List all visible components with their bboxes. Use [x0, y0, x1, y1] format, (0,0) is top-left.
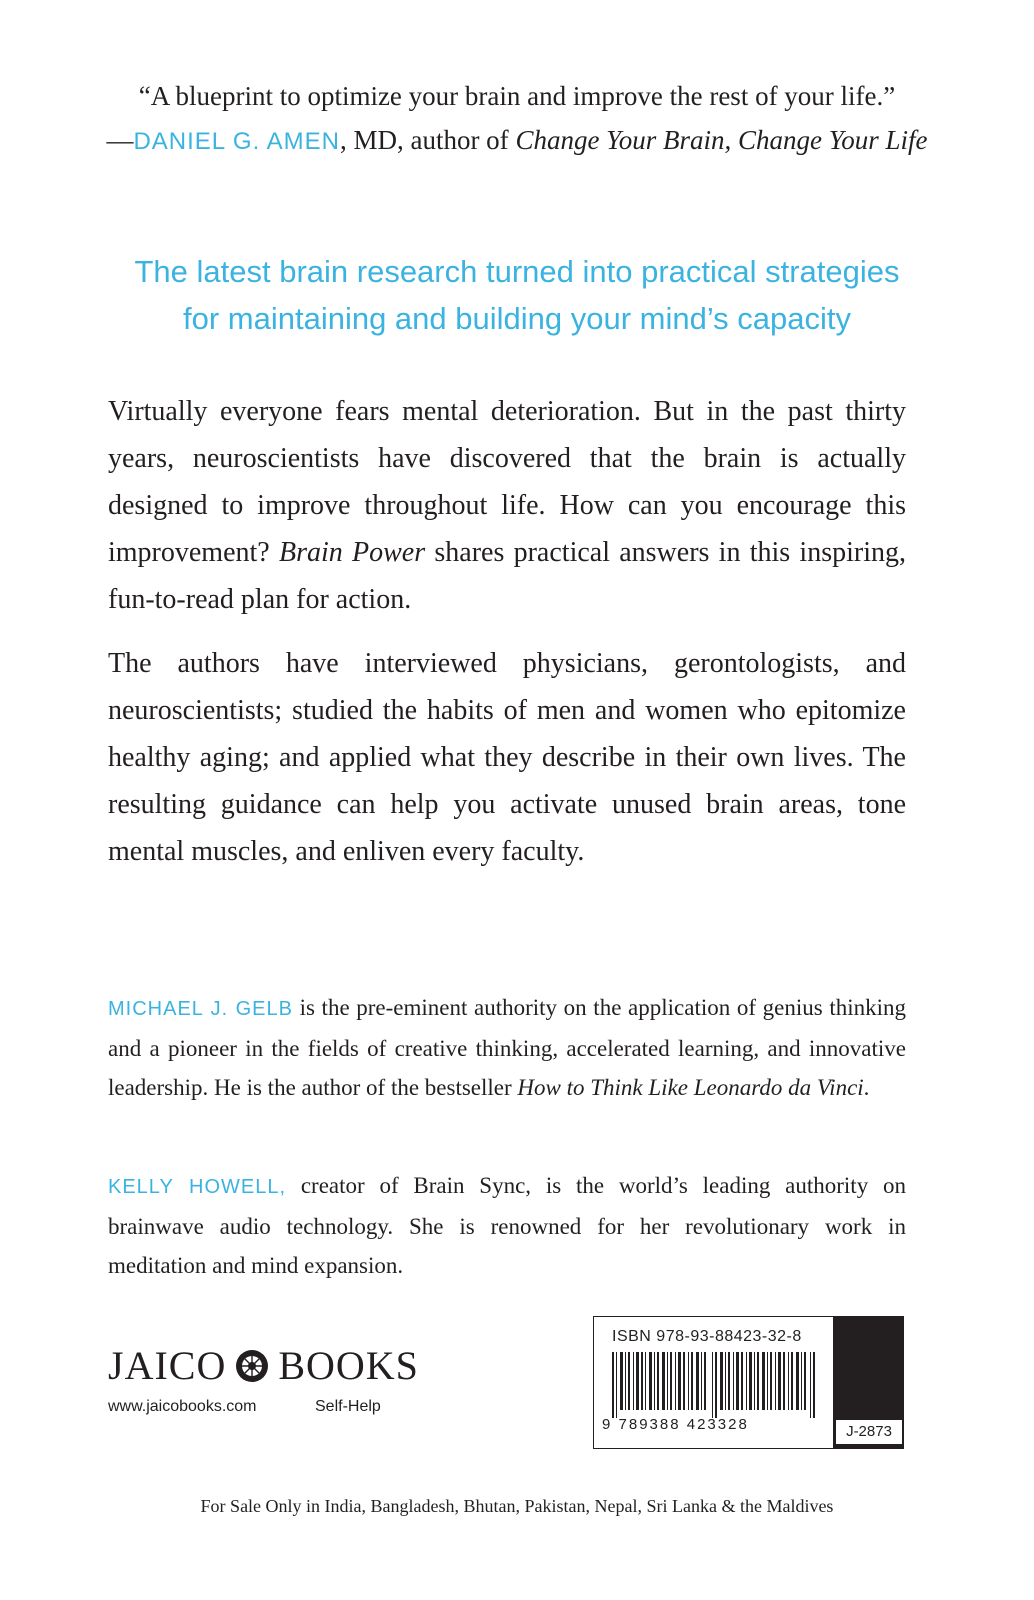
- para1-text-start: Virtually everyone fears mental deterioration. But in the past thirty years, neuroscientists have discovered that the brain is actually designed to improve throughout life. How can you encourage this improvement?: [108, 396, 906, 568]
- bio-text-howell: creator of Brain Sync, is the world’s leading authority on brainwave audio technology. She is renowned for her revolutionary work in meditation and mind expansion.: [108, 1173, 906, 1278]
- publisher-logo: [108, 1340, 419, 1390]
- isbn-number: ISBN 978-93-88423-32-8: [612, 1328, 802, 1345]
- quote-credential: , MD, author of: [339, 125, 516, 155]
- quote-book-title: Change Your Brain, Change Your Life: [515, 125, 928, 155]
- quote-dash: —: [106, 125, 134, 155]
- barcode-digits: 9 789388 423328: [602, 1416, 749, 1433]
- bio-book-title: How to Think Like Leonardo da Vinci: [517, 1075, 864, 1100]
- publisher-name-left: JAICO: [108, 1342, 227, 1388]
- sale-region-notice: For Sale Only in India, Bangladesh, Bhutan, Pakistan, Nepal, Sri Lanka & the Maldives: [200, 1496, 834, 1516]
- description-paragraph-1: [108, 388, 906, 623]
- tagline-line-1: The latest brain research turned into practical strategies: [134, 254, 900, 289]
- tagline-line-2: for maintaining and building your mind’s capacity: [182, 301, 852, 336]
- author-bio-howell: [108, 1166, 906, 1285]
- tagline: [0, 248, 1034, 342]
- endorsement-quote: [0, 74, 1034, 164]
- job-code: J-2873: [836, 1420, 902, 1444]
- publisher-website[interactable]: www.jaicobooks.com: [108, 1398, 257, 1415]
- author-name-gelb: MICHAEL J. GELB: [108, 998, 293, 1020]
- book-title: Brain Power: [278, 537, 426, 568]
- para1-text-end: shares practical answers in this inspiring, fun-to-read plan for action.: [108, 537, 906, 615]
- publisher-name-right: BOOKS: [278, 1342, 419, 1388]
- bio-end: .: [863, 1075, 870, 1100]
- book-category: Self-Help: [315, 1398, 381, 1415]
- author-bio-gelb: [108, 988, 906, 1107]
- description-paragraph-2: The authors have interviewed physicians, gerontologists, and neuroscientists; studied the habits of men and women who epitomize healthy aging; and applied what they describe in their own lives. The resulting guidance can help you activate unused brain areas, tone mental muscles, and enliven every faculty.: [108, 648, 906, 867]
- bio-text-gelb: is the pre-eminent authority on the application of genius thinking and a pioneer in the fields of creative thinking, accelerated learning, and innovative leadership. He is the author of the bestseller: [108, 995, 906, 1100]
- author-name-howell: KELLY HOWELL,: [108, 1176, 287, 1198]
- quote-attribution: [0, 118, 1034, 164]
- barcode-icon: [604, 1352, 828, 1418]
- quote-text: “A blueprint to optimize your brain and improve the rest of your life.”: [138, 81, 896, 111]
- chakra-emblem-icon: [234, 1347, 270, 1383]
- quote-author: DANIEL G. AMEN: [133, 128, 340, 155]
